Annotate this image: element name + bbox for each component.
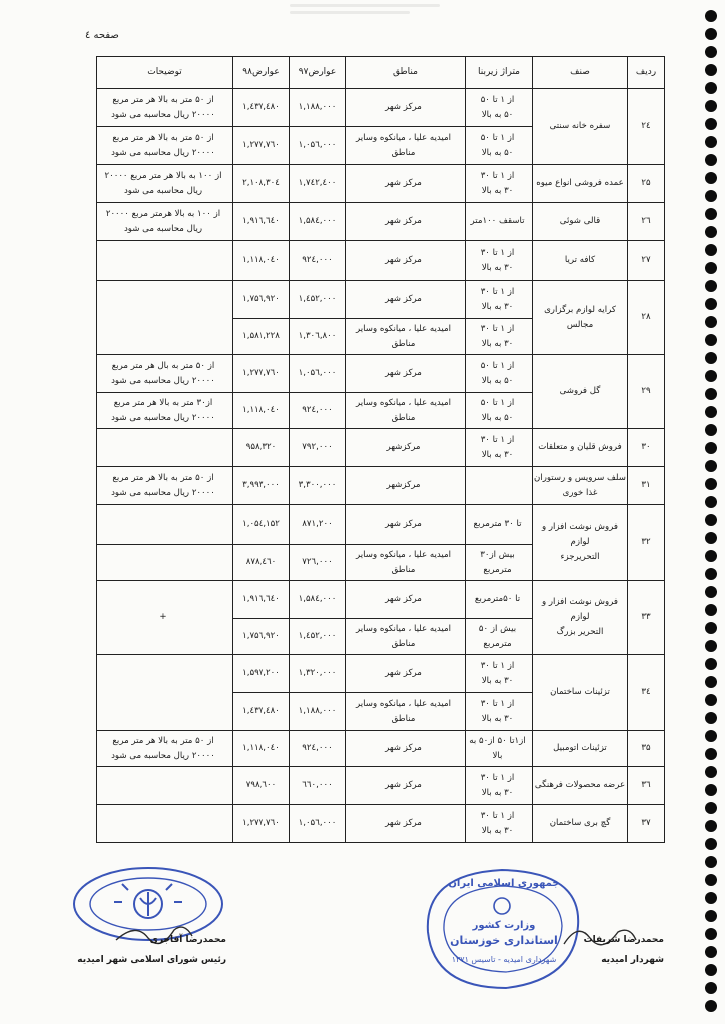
cell-region: مرکز شهر <box>346 165 466 203</box>
cell-fee98: ۱,۱۱۸,۰٤۰ <box>233 241 290 281</box>
cell-fee97: ۱,۳۰٦,۸۰۰ <box>290 319 346 355</box>
cell-cat: فروش قلیان و متعلقات <box>533 429 628 467</box>
binding-hole <box>705 910 717 922</box>
cell-cat: کرایه لوازم برگزاری مجالس <box>533 281 628 355</box>
cell-fee97: ۹۲٤,۰۰۰ <box>290 393 346 429</box>
cell-fee97: ۹۲٤,۰۰۰ <box>290 731 346 767</box>
binding-hole <box>705 496 717 508</box>
cell-area: از ۱ تا ۳۰ ۳۰ به بالا <box>466 281 533 319</box>
cell-fee97: ۱,۳۲۰,۰۰۰ <box>290 655 346 693</box>
cell-desc: از ۵۰ متر به بالا هر متر مربع ۲۰۰۰۰ ریال محاسبه می شود <box>97 731 233 767</box>
binding-hole <box>705 694 717 706</box>
binding-hole <box>705 172 717 184</box>
cell-no: ۲۷ <box>628 241 665 281</box>
council-head-name: محمدرضا آقاجری <box>149 935 226 945</box>
cell-desc: از ۱۰۰ به بالا هر متر مربع ۲۰۰۰۰ ریال محاسبه می شود <box>97 165 233 203</box>
binding-hole <box>705 154 717 166</box>
cell-fee98: ۳,۹۹۳,۰۰۰ <box>233 467 290 505</box>
binding-hole <box>705 352 717 364</box>
cell-area: از ۱ تا ۳۰ ۳۰ به بالا <box>466 165 533 203</box>
table-row <box>97 355 665 393</box>
cell-no: ۲٦ <box>628 203 665 241</box>
table-row <box>97 281 665 319</box>
binding-hole <box>705 676 717 688</box>
cell-fee97: ٦٦۰,۰۰۰ <box>290 767 346 805</box>
binding-hole <box>705 532 717 544</box>
binding-hole <box>705 10 717 22</box>
bleed-through-text <box>290 4 440 22</box>
cell-fee98: ۱,۵۸۱,۲۲۸ <box>233 319 290 355</box>
binding-hole <box>705 928 717 940</box>
cell-desc <box>97 545 233 581</box>
cell-region: مرکز شهر <box>346 805 466 843</box>
cell-fee98: ۱,۹۱٦,٦٤۰ <box>233 203 290 241</box>
cell-fee97: ۱,۱۸۸,۰۰۰ <box>290 89 346 127</box>
cell-fee97: ۹۲٤,۰۰۰ <box>290 241 346 281</box>
cell-area: از ۱ تا ۳۰ ۳۰ به بالا <box>466 429 533 467</box>
cell-region: مرکز شهر <box>346 355 466 393</box>
cell-region: امیدیه علیا ، میانکوه وسایر مناطق <box>346 319 466 355</box>
cell-fee97: ۱,۵۸٤,۰۰۰ <box>290 581 346 619</box>
cell-fee98: ۱,٤۳۷,٤۸۰ <box>233 693 290 731</box>
cell-area: از۱تا ۵۰ از۵۰ به بالا <box>466 731 533 767</box>
binding-hole <box>705 190 717 202</box>
binding-hole <box>705 370 717 382</box>
cell-fee98: ۱,۲۷۷,۷٦۰ <box>233 805 290 843</box>
cell-area: از ۱ تا ۳۰ ۳۰ به بالا <box>466 319 533 355</box>
cell-region: مرکزشهر <box>346 467 466 505</box>
cell-fee98: ۱,۷۵٦,۹۲۰ <box>233 619 290 655</box>
binding-hole <box>705 766 717 778</box>
header-fee98: عوارض۹۸ <box>233 57 290 89</box>
cell-desc: از ۵۰ متر به بالا هر متر مربع ۲۰۰۰۰ ریال محاسبه می شود <box>97 89 233 127</box>
table-row <box>97 467 665 505</box>
table-row <box>97 655 665 693</box>
cell-no: ۳۵ <box>628 731 665 767</box>
cell-no: ۲۵ <box>628 165 665 203</box>
binding-hole <box>705 334 717 346</box>
binding-hole <box>705 460 717 472</box>
cell-no: ۲۹ <box>628 355 665 429</box>
binding-hole <box>705 442 717 454</box>
cell-cat: عرضه محصولات فرهنگی <box>533 767 628 805</box>
binding-hole <box>705 784 717 796</box>
binding-hole <box>705 586 717 598</box>
cell-desc: از ۵۰ متر به بال هر متر مربع ۲۰۰۰۰ ریال محاسبه می شود <box>97 355 233 393</box>
cell-fee98: ۷۹۸,٦۰۰ <box>233 767 290 805</box>
table-body <box>97 89 665 843</box>
cell-no: ۳۱ <box>628 467 665 505</box>
binding-hole <box>705 568 717 580</box>
header-region: مناطق <box>346 57 466 89</box>
binding-hole <box>705 280 717 292</box>
cell-no: ۳۷ <box>628 805 665 843</box>
cell-area <box>466 467 533 505</box>
table-row <box>97 581 665 619</box>
cell-desc: از ۵۰ متر به بالا هر متر مربع ۲۰۰۰۰ ریال محاسبه می شود <box>97 467 233 505</box>
binding-hole <box>705 946 717 958</box>
cell-region: مرکز شهر <box>346 731 466 767</box>
cell-fee98: ۱,٤۳۷,٤۸۰ <box>233 89 290 127</box>
cell-fee98: ۱,۱۱۸,۰٤۰ <box>233 731 290 767</box>
binding-hole <box>705 478 717 490</box>
mayor-title: شهردار امیدیه <box>601 955 664 965</box>
stamp-line-1: جمهوری اسلامی ایران <box>448 878 560 889</box>
cell-fee98: ۱,۲۷۷,۷٦۰ <box>233 127 290 165</box>
binding-hole <box>705 550 717 562</box>
cell-region: امیدیه علیا ، میانکوه وسایر مناطق <box>346 693 466 731</box>
cell-cat: کافه تریا <box>533 241 628 281</box>
cell-fee97: ۱,۰۵٦,۰۰۰ <box>290 805 346 843</box>
cell-region: امیدیه علیا ، میانکوه وسایر مناطق <box>346 545 466 581</box>
cell-area: از ۱ تا ۳۰ ۳۰ به بالا <box>466 655 533 693</box>
binding-hole <box>705 82 717 94</box>
cell-region: مرکز شهر <box>346 241 466 281</box>
cell-desc <box>97 767 233 805</box>
header-category: صنف <box>533 57 628 89</box>
cell-area: از ۱ تا ۳۰ ۳۰ به بالا <box>466 693 533 731</box>
cell-desc: از۳۰ متر به بالا هر متر مربع ۲۰۰۰۰ ریال محاسبه می شود <box>97 393 233 429</box>
mayor-name: محمدرضا شریفات <box>583 935 664 945</box>
cell-no: ۳٦ <box>628 767 665 805</box>
cell-cat: عمده فروشی انواع میوه <box>533 165 628 203</box>
binding-hole <box>705 820 717 832</box>
binding-hole <box>705 964 717 976</box>
cell-region: امیدیه علیا ، میانکوه وسایر مناطق <box>346 619 466 655</box>
spiral-binding-holes <box>699 10 721 1020</box>
cell-cat: سفره خانه سنتی <box>533 89 628 165</box>
cell-cat: سلف سرویس و رستوران غذا خوری <box>533 467 628 505</box>
table-row <box>97 203 665 241</box>
cell-fee98: ۱,۷۵٦,۹۲۰ <box>233 281 290 319</box>
header-desc: توضیحات <box>97 57 233 89</box>
table-row <box>97 767 665 805</box>
binding-hole <box>705 982 717 994</box>
cell-desc: + <box>97 581 233 655</box>
cell-desc: از ۱۰۰ به بالا هرمتر مربع ۲۰۰۰۰ ریال محاسبه می شود <box>97 203 233 241</box>
binding-hole <box>705 100 717 112</box>
cell-fee97: ۳,۳۰۰,۰۰۰ <box>290 467 346 505</box>
cell-desc <box>97 505 233 545</box>
cell-desc <box>97 655 233 731</box>
council-head-title: رئیس شورای اسلامی شهر امیدیه <box>77 955 226 965</box>
binding-hole <box>705 64 717 76</box>
stamp-line-4: شهرداری امیدیه - تاسیس ۱۳۷۱ <box>451 955 557 964</box>
cell-fee98: ۸۷۸,٤٦۰ <box>233 545 290 581</box>
stamp-line-2: وزارت کشور <box>472 920 536 931</box>
cell-region: مرکز شهر <box>346 281 466 319</box>
binding-hole <box>705 622 717 634</box>
cell-fee97: ۸۷۱,۲۰۰ <box>290 505 346 545</box>
table-row <box>97 165 665 203</box>
cell-no: ۳۰ <box>628 429 665 467</box>
cell-area: از ۱ تا ۳۰ ۳۰ به بالا <box>466 767 533 805</box>
binding-hole <box>705 136 717 148</box>
header-fee97: عوارض۹۷ <box>290 57 346 89</box>
table-row <box>97 731 665 767</box>
cell-region: مرکز شهر <box>346 581 466 619</box>
binding-hole <box>705 802 717 814</box>
binding-hole <box>705 388 717 400</box>
binding-hole <box>705 46 717 58</box>
binding-hole <box>705 892 717 904</box>
cell-desc <box>97 805 233 843</box>
binding-hole <box>705 406 717 418</box>
binding-hole <box>705 1000 717 1012</box>
binding-hole <box>705 244 717 256</box>
cell-fee98: ۹۵۸,۳۲۰ <box>233 429 290 467</box>
cell-region: امیدیه علیا ، میانکوه وسایر مناطق <box>346 127 466 165</box>
binding-hole <box>705 838 717 850</box>
cell-area: از ۱ تا ۳۰ ۳۰ به بالا <box>466 241 533 281</box>
table-row <box>97 429 665 467</box>
cell-region: امیدیه علیا ، میانکوه وسایر مناطق <box>346 393 466 429</box>
cell-fee97: ۱,٤۵۲,۰۰۰ <box>290 619 346 655</box>
binding-hole <box>705 208 717 220</box>
cell-fee98: ۲,۱۰۸,۳۰٤ <box>233 165 290 203</box>
cell-fee97: ۷۹۲,۰۰۰ <box>290 429 346 467</box>
binding-hole <box>705 748 717 760</box>
binding-hole <box>705 874 717 886</box>
cell-fee97: ۱,۱۸۸,۰۰۰ <box>290 693 346 731</box>
cell-no: ۲٤ <box>628 89 665 165</box>
cell-fee98: ۱,۰۵٤,۱۵۲ <box>233 505 290 545</box>
cell-area: بیش از۳۰ مترمربع <box>466 545 533 581</box>
cell-fee97: ۱,۵۸٤,۰۰۰ <box>290 203 346 241</box>
cell-area: تا ۵۰مترمربع <box>466 581 533 619</box>
cell-region: مرکز شهر <box>346 767 466 805</box>
cell-fee98: ۱,۲۷۷,۷٦۰ <box>233 355 290 393</box>
binding-hole <box>705 226 717 238</box>
header-row-no: ردیف <box>628 57 665 89</box>
header-area: متراژ زیربنا <box>466 57 533 89</box>
cell-cat: تزئینات اتومبیل <box>533 731 628 767</box>
cell-desc <box>97 241 233 281</box>
cell-area: بیش از ۵۰ مترمربع <box>466 619 533 655</box>
cell-cat: گچ بری ساختمان <box>533 805 628 843</box>
cell-fee97: ۷۲٦,۰۰۰ <box>290 545 346 581</box>
cell-no: ۲۸ <box>628 281 665 355</box>
binding-hole <box>705 118 717 130</box>
cell-region: مرکزشهر <box>346 429 466 467</box>
binding-hole <box>705 298 717 310</box>
mayor-signature-block <box>548 930 664 970</box>
stamp-line-3: استانداری خوزستان <box>450 934 558 947</box>
table-row <box>97 805 665 843</box>
binding-hole <box>705 730 717 742</box>
binding-hole <box>705 658 717 670</box>
cell-region: مرکز شهر <box>346 505 466 545</box>
binding-hole <box>705 604 717 616</box>
cell-area: تاسقف ۱۰۰متر <box>466 203 533 241</box>
cell-fee97: ۱,٤۵۲,۰۰۰ <box>290 281 346 319</box>
cell-fee98: ۱,۹۱٦,٦٤۰ <box>233 581 290 619</box>
cell-desc <box>97 429 233 467</box>
binding-hole <box>705 424 717 436</box>
cell-cat: قالی شوئی <box>533 203 628 241</box>
cell-fee97: ۱,۷٤۲,٤۰۰ <box>290 165 346 203</box>
binding-hole <box>705 28 717 40</box>
binding-hole <box>705 856 717 868</box>
cell-fee97: ۱,۰۵٦,۰۰۰ <box>290 355 346 393</box>
page-number: صفحه ٤ <box>85 30 119 41</box>
cell-area: از ۱ تا ۵۰ ۵۰ به بالا <box>466 89 533 127</box>
cell-region: مرکز شهر <box>346 203 466 241</box>
cell-cat: فروش نوشت افزار و لوازم التحریر بزرگ <box>533 581 628 655</box>
binding-hole <box>705 640 717 652</box>
table-row <box>97 241 665 281</box>
council-signature-block <box>50 930 226 970</box>
cell-no: ۳۲ <box>628 505 665 581</box>
cell-fee98: ۱,۵۹۷,۲۰۰ <box>233 655 290 693</box>
fee-table <box>96 56 665 843</box>
table-header-row <box>97 57 665 89</box>
cell-region: مرکز شهر <box>346 655 466 693</box>
binding-hole <box>705 262 717 274</box>
cell-cat: گل فروشی <box>533 355 628 429</box>
cell-area: از ۱ تا ۵۰ ۵۰ به بالا <box>466 393 533 429</box>
cell-area: از ۱ تا ۵۰ ۵۰ به بالا <box>466 127 533 165</box>
cell-fee98: ۱,۱۱۸,۰٤۰ <box>233 393 290 429</box>
binding-hole <box>705 514 717 526</box>
cell-desc: از ۵۰ متر به بالا هر متر مربع ۲۰۰۰۰ ریال محاسبه می شود <box>97 127 233 165</box>
cell-no: ۳۳ <box>628 581 665 655</box>
cell-no: ۳٤ <box>628 655 665 731</box>
cell-cat: فروش نوشت افزار و لوازم التحریرجزء <box>533 505 628 581</box>
cell-area: از ۱ تا ۳۰ ۳۰ به بالا <box>466 805 533 843</box>
table-row <box>97 89 665 127</box>
cell-region: مرکز شهر <box>346 89 466 127</box>
cell-area: تا ۳۰ مترمربع <box>466 505 533 545</box>
binding-hole <box>705 316 717 328</box>
cell-desc <box>97 281 233 355</box>
cell-cat: تزئینات ساختمان <box>533 655 628 731</box>
table-row <box>97 505 665 545</box>
cell-area: از ۱ تا ۵۰ ۵۰ به بالا <box>466 355 533 393</box>
cell-fee97: ۱,۰۵٦,۰۰۰ <box>290 127 346 165</box>
binding-hole <box>705 712 717 724</box>
